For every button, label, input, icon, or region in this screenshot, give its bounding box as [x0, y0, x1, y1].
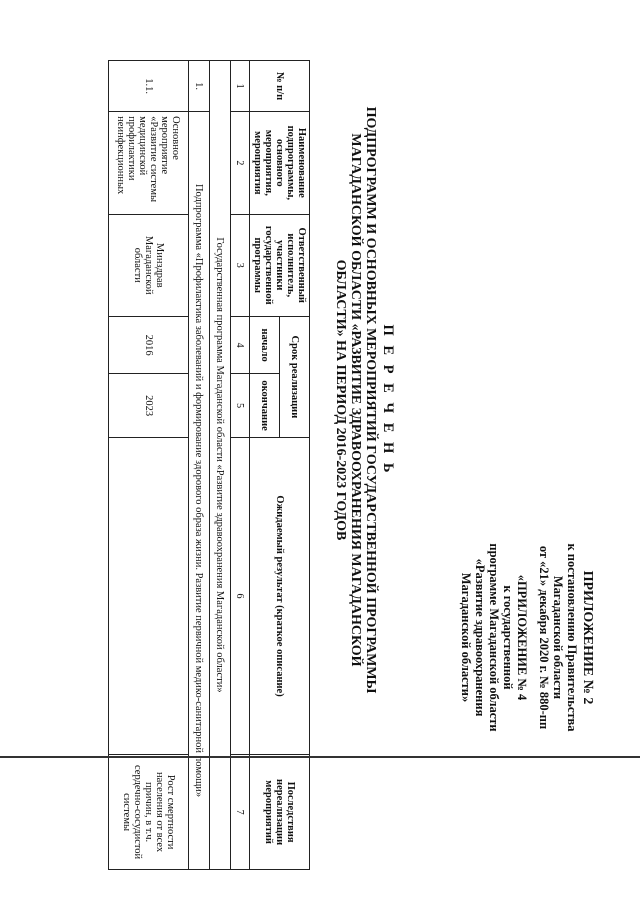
row-consequences: Рост смертности населения от всех причин, в т.ч. сердечно-сосудистой системы: [109, 755, 189, 870]
row-end: 2023: [109, 374, 189, 438]
heading-word: П Е Р Е Ч Е Н Ь: [380, 324, 396, 476]
column-number: 1: [231, 61, 250, 112]
header-consequences: Последствия нереализации мероприятий: [250, 755, 310, 870]
annex-title: «ПРИЛОЖЕНИЕ № 4: [515, 574, 529, 701]
heading-line: ОБЛАСТИ» НА ПЕРИОД 2016-2023 ГОДОВ: [333, 259, 348, 541]
subprogram-row: [189, 61, 210, 870]
page-edge-line: [0, 756, 640, 758]
column-number: 7: [231, 755, 250, 870]
row-num: 1.1.: [109, 61, 189, 112]
header-result: Ожидаемый результат (краткое описание): [250, 437, 310, 754]
measures-table: [108, 60, 310, 870]
column-number: 6: [231, 437, 250, 754]
approval-line: к постановлению Правительства: [565, 543, 579, 732]
approval-line: «Развитие здравоохранения: [473, 558, 487, 717]
subprogram-num: 1.: [189, 61, 210, 112]
table-header-row: [280, 61, 310, 870]
program-title: Государственная программа Магаданской области «Развитие здравоохранения Магаданской области»: [210, 61, 231, 870]
row-executor: Минздрав Магаданской области: [109, 214, 189, 316]
approval-line: программе Магаданской области: [487, 543, 501, 732]
header-end: окончание: [250, 374, 280, 438]
document-heading: [333, 100, 395, 700]
approval-line: к государственной: [501, 585, 515, 690]
row-start: 2016: [109, 316, 189, 373]
header-term: Срок реализации: [280, 316, 310, 437]
table-row: [109, 61, 189, 870]
row-result: [109, 437, 189, 754]
header-num: № п/п: [250, 61, 310, 112]
approval-block: [459, 500, 594, 775]
approval-line: Магаданской области: [551, 575, 565, 700]
program-row: [210, 61, 231, 870]
subprogram-title: Подпрограмма «Профилактика заболеваний и формирование здорового образа жизни. Развитие первичной медико-санитарной помощи»: [189, 112, 210, 870]
heading-line: МАГАДАНСКОЙ ОБЛАСТИ «РАЗВИТИЕ ЗДРАВООХРАНЕНИЯ МАГАДАНСКОЙ: [348, 133, 363, 667]
heading-line: ПОДПРОГРАММ И ОСНОВНЫХ МЕРОПРИЯТИЙ ГОСУДАРСТВЕННОЙ ПРОГРАММЫ: [363, 106, 378, 694]
approval-date: от «21» декабря 2020 г. № 880-пп: [537, 545, 551, 730]
column-number-row: [231, 61, 250, 870]
approval-line: Магаданской области»: [459, 572, 473, 703]
column-number: 3: [231, 214, 250, 316]
header-executor: Ответственный исполнитель, участники государственной программы: [250, 214, 310, 316]
column-number: 2: [231, 112, 250, 214]
header-name: Наименование подпрограммы, основного мероприятия, мероприятия: [250, 112, 310, 214]
appendix-title: ПРИЛОЖЕНИЕ № 2: [580, 570, 595, 705]
row-name: Основное мероприятие «Развитие системы медицинской профилактики неинфекционных: [109, 112, 189, 214]
column-number: 4: [231, 316, 250, 373]
column-number: 5: [231, 374, 250, 438]
header-start: начало: [250, 316, 280, 373]
